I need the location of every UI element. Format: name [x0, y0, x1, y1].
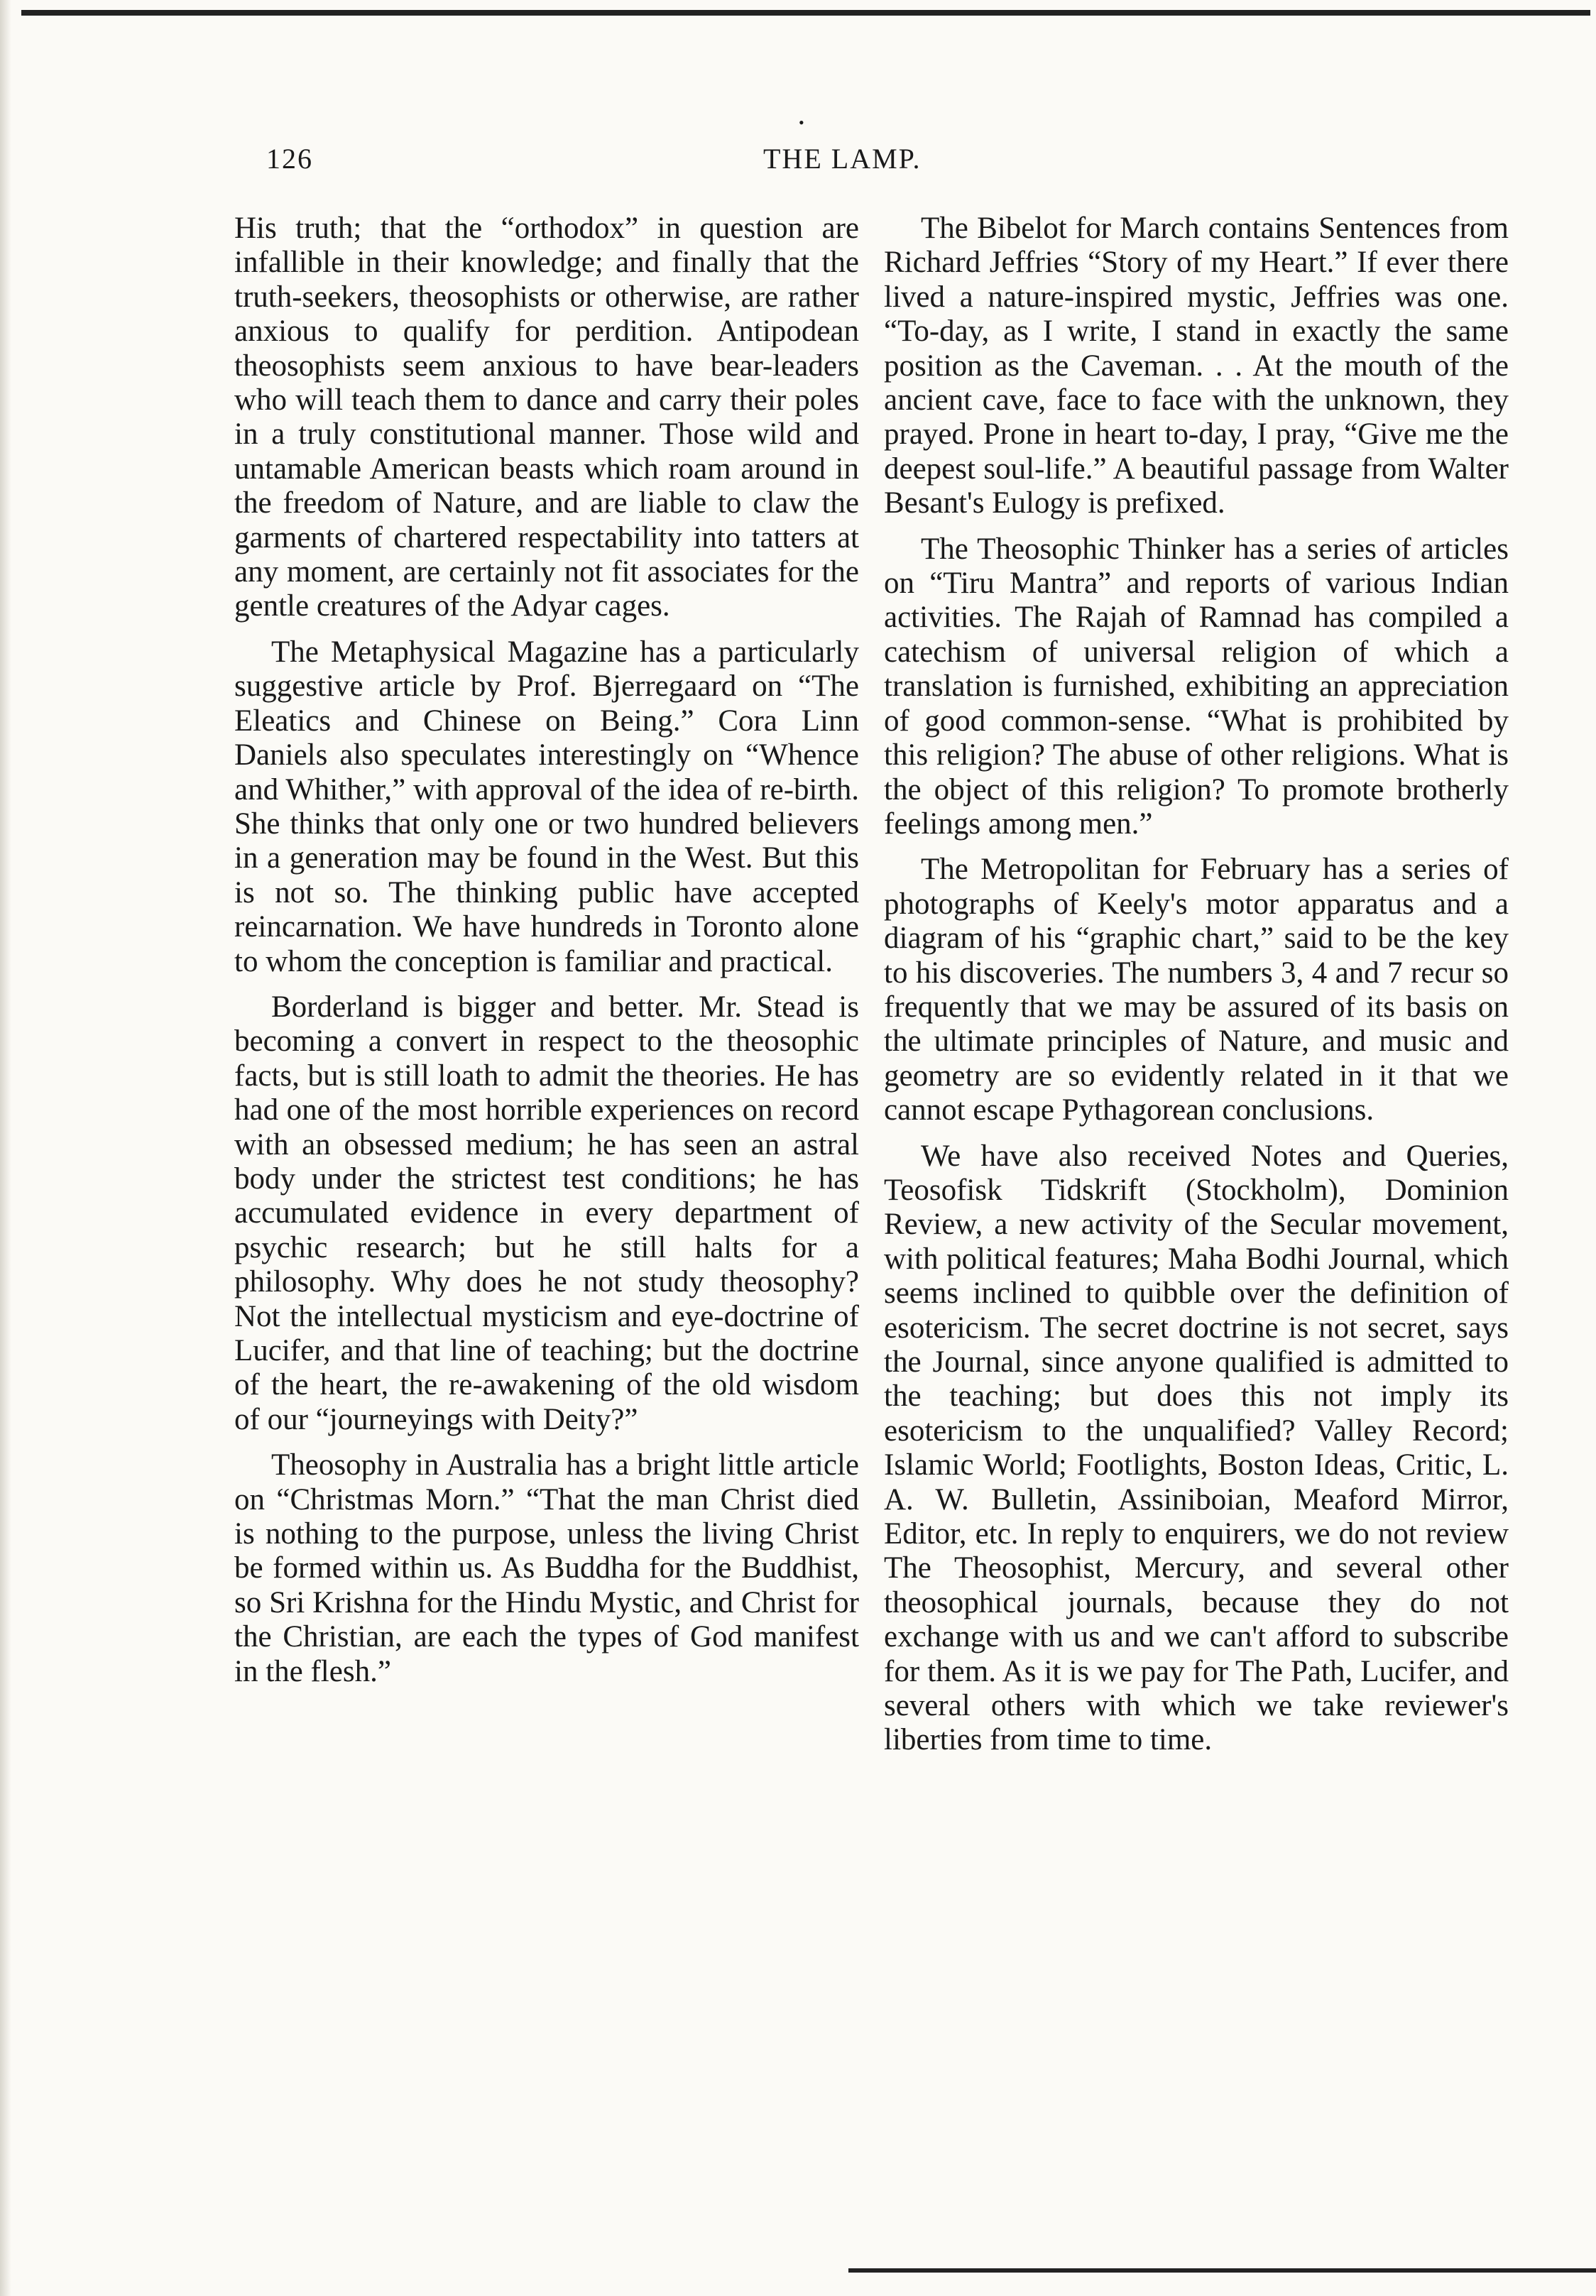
page-number: 126 — [266, 143, 313, 175]
paragraph-received-journals: We have also received Notes and Queries, Teosofisk Tidskrift (Stockholm), Dominion Review, a new activity of the Secular movement, with political features; Maha Bodhi Journal, which seems inclined to quibble over the definition of esotericism. The secret doctrine is not secret, says the Journal, since anyone qualified is admitted to the teaching; but does this not imply its esotericism to the unqualified? Valley Record; Islamic World; Footlights, Boston Ideas, Critic, L. A. W. Bulletin, Assiniboian, Meaford Mirror, Editor, etc. In reply to enquirers, we do not review The Theosophist, Mercury, and several other theosophical journals, because they do not exchange with us and we can't afford to subscribe for them. As it is we pay for The Path, Lucifer, and several others with which we take reviewer's liberties from time to time. — [884, 1139, 1509, 1757]
page-left-edge — [0, 0, 11, 2296]
paragraph-theosophy-in-australia: Theosophy in Australia has a bright little article on “Christmas Morn.” “That the man Christ died is nothing to the purpose, unless the living Christ be formed within us. As Buddha for the Buddhist, so Sri Krishna for the Hindu Mystic, and Christ for the Christian, are each the types of God manifest in the flesh.” — [234, 1448, 859, 1688]
top-rule — [21, 10, 1590, 16]
paragraph-metropolitan: The Metropolitan for February has a series of photographs of Keely's motor apparatus and a diagram of his “graphic chart,” said to be the key to his discoveries. The numbers 3, 4 and 7 recur so frequently that we may be assured of its basis on the ultimate principles of Nature, and music and geometry are so evidently related in it that we cannot escape Pythagorean conclusions. — [884, 853, 1509, 1127]
paragraph-borderland: Borderland is bigger and better. Mr. Stead is becoming a convert in respect to the theosophic facts, but is still loath to admit the theories. He has had one of the most horrible experiences on record with an obsessed medium; he has seen an astral body under the strictest test conditions; he has accumulated evidence in every department of psychic research; but he still halts for a philosophy. Why does he not study theosophy? Not the intellectual mysticism and eye-doctrine of Lucifer, and that line of teaching; but the doctrine of the heart, the re-awakening of the old wisdom of our “journeyings with Deity?” — [234, 990, 859, 1436]
left-column — [234, 212, 859, 1700]
paragraph-bibelot: The Bibelot for March contains Sentences from Richard Jeffries “Story of my Heart.” If ever there lived a nature-inspired mystic, Jeffries was one. “To-day, as I write, I stand in exactly the same position as the Caveman. . . At the mouth of the ancient cave, face to face with the unknown, they prayed. Prone in heart to-day, I pray, “Give me the deepest soul-life.” A beautiful passage from Walter Besant's Eulogy is prefixed. — [884, 212, 1509, 520]
printer-dot: • — [799, 114, 804, 131]
running-header — [266, 142, 1544, 199]
bottom-rule — [848, 2268, 1596, 2273]
paragraph-continuation: His truth; that the “orthodox” in question are infallible in their knowledge; and finally that the truth-seekers, theosophists or otherwise, are rather anxious to qualify for perdition. Antipodean theosophists seem anxious to have bear-leaders who will teach them to dance and carry their poles in a truly constitutional manner. Those wild and untamable American beasts which roam around in the freedom of Nature, and are liable to claw the garments of chartered respectability into tatters at any moment, are certainly not fit associates for the gentle creatures of the Adyar cages. — [234, 212, 859, 623]
right-column — [884, 212, 1509, 1769]
paragraph-theosophic-thinker: The Theosophic Thinker has a series of articles on “Tiru Mantra” and reports of various Indian activities. The Rajah of Ramnad has compiled a catechism of universal religion of which a translation is furnished, exhibiting an appreciation of good common-sense. “What is prohibited by this religion? The abuse of other religions. What is the object of this religion? To promote brotherly feelings among men.” — [884, 532, 1509, 841]
paragraph-metaphysical-magazine: The Metaphysical Magazine has a particularly suggestive article by Prof. Bjerregaard on “The Eleatics and Chinese on Being.” Cora Linn Daniels also speculates interestingly on “Whence and Whither,” with approval of the idea of re-birth. She thinks that only one or two hundred believers in a generation may be found in the West. But this is not so. The thinking public have accepted reincarnation. We have hundreds in Toronto alone to whom the conception is familiar and practical. — [234, 635, 859, 978]
running-title: THE LAMP. — [763, 143, 922, 175]
